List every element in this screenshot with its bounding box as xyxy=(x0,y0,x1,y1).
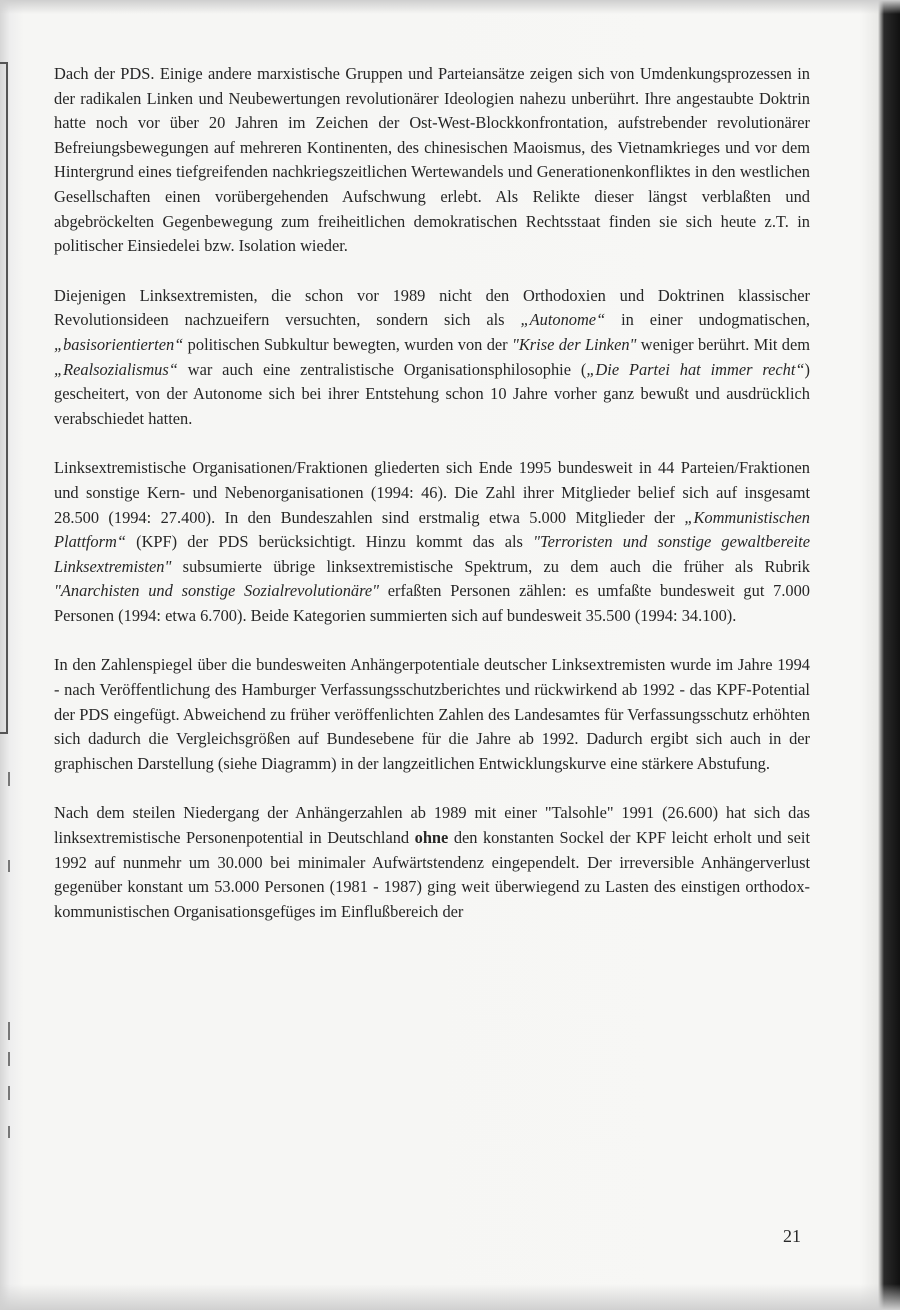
margin-mark xyxy=(8,1052,10,1066)
margin-mark xyxy=(8,860,10,872)
scan-top-shadow xyxy=(0,0,900,14)
margin-mark xyxy=(8,1086,10,1100)
margin-bracket-top xyxy=(0,62,8,64)
text-segment: politischen Subkultur bewegten, wurden von der xyxy=(183,334,512,354)
italic-text-segment: „basisorientierten“ xyxy=(54,334,184,354)
bold-text-segment: ohne xyxy=(414,828,449,848)
paragraph xyxy=(54,801,810,924)
text-segment: Linksextremistische Organisationen/Fraktionen gliederten sich Ende 1995 bundesweit in 44 Parteien/Fraktionen und sonstige Kern- und Nebenorganisationen (1994: 46). Die Zahl ihrer Mitglieder belief sich auf insgesamt 28.500 (1994: 27.400). In den Bundeszahlen sind erstmalig etwa 5.000 Mitglieder der xyxy=(54,458,810,527)
italic-text-segment: "Terroristen und sonstige gewaltbereite Linksextremisten" xyxy=(54,532,811,576)
text-segment: weniger berührt. Mit dem xyxy=(636,334,810,354)
text-segment: war auch eine zentralistische Organisationsphilosophie ( xyxy=(177,359,587,379)
text-segment: subsumierte übrige linksextremistische Spektrum, zu dem auch die früher als Rubrik xyxy=(171,556,810,576)
paragraph xyxy=(54,456,810,628)
text-segment: Dach der PDS. Einige andere marxistische Gruppen und Parteiansätze zeigen sich von Umdenkungsprozessen in der radikalen Linken und Neubewertungen revolutionärer Ideologien nahezu unberührt. Ihre angestaubte Doktrin hatte noch vor über 20 Jahren im Zeichen der Ost-West-Blockkonfrontation, aufstrebender revolutionärer Befreiungsbewegungen auf mehreren Kontinenten, des chinesischen Maoismus, des Vietnamkrieges und vor dem Hintergrund eines tiefgreifenden nachkriegszeitlichen Wertewandels und Generationenkonfliktes in den westlichen Gesellschaften einen vorübergehenden Aufschwung erlebt. Als Relikte dieser längst verblaßten und abgebröckelten Gegenbewegung zum freiheitlichen demokratischen Rechtsstaat finden sie sich heute z.T. in politischer Einsiedelei bzw. Isolation wieder. xyxy=(54,64,810,256)
paragraph xyxy=(54,653,810,776)
body-text xyxy=(54,62,810,949)
text-segment: Nach dem steilen Niedergang der Anhängerzahlen ab 1989 mit einer "Talsohle" 1991 (26.600) hat sich das linksextremistische Personenpotential in Deutschland xyxy=(54,803,810,848)
margin-bracket-line xyxy=(6,62,8,734)
text-segment: (KPF) der PDS berücksichtigt. Hinzu kommt das als xyxy=(125,532,534,552)
margin-mark xyxy=(8,1022,10,1040)
text-segment: In den Zahlenspiegel über die bundesweiten Anhängerpotentiale deutscher Linksextremisten wurde im Jahre 1994 - nach Veröffentlichung des Hamburger Verfassungsschutzberichtes und rückwirkend ab 1992 - das KPF-Potential der PDS eingefügt. Abweichend zu früher veröffenlichten Zahlen des Landesamtes für Verfassungsschutz erhöhten sich dadurch die Vergleichsgrößen auf Bundesebene für die Jahre ab 1992. Dadurch ergibt sich auch in der graphischen Darstellung (siehe Diagramm) in der langzeitlichen Entwicklungskurve eine stärkere Abstufung. xyxy=(54,655,810,773)
paragraph xyxy=(54,284,810,432)
italic-text-segment: „Kommunistischen Plattform“ xyxy=(54,507,810,552)
text-segment: in einer undogmatischen, xyxy=(605,310,811,330)
text-segment: erfaßten Personen zählen: es umfaßte bundesweit gut 7.000 Personen (1994: etwa 6.700). Beide Kategorien summierten sich auf bundesweit 35.500 (1994: 34.100). xyxy=(54,581,811,625)
text-segment: Diejenigen Linksextremisten, die schon vor 1989 nicht den Orthodoxien und Doktrinen klassischer Revolutionsideen nachzueifern versuchten, sondern sich als xyxy=(54,285,810,330)
margin-bracket-bottom xyxy=(0,732,8,734)
italic-text-segment: "Krise der Linken" xyxy=(511,334,637,354)
italic-text-segment: „Realsozialismus“ xyxy=(54,359,178,379)
paragraph xyxy=(54,62,810,259)
scan-bottom-shadow xyxy=(0,1284,900,1310)
text-segment: ) gescheitert, von der Autonome sich bei ihrer Entstehung schon 10 Jahre vorher ganz bewußt und ausdrücklich verabschiedet hatten. xyxy=(54,359,810,428)
margin-mark xyxy=(8,1126,10,1138)
italic-text-segment: „Die Partei hat immer recht“ xyxy=(586,359,805,379)
italic-text-segment: „Autonome“ xyxy=(520,310,606,330)
text-segment: den konstanten Sockel der KPF leicht erholt und seit 1992 auf nunmehr um 30.000 bei minimaler Aufwärtstendenz eingependelt. Der irreversible Anhängerverlust gegenüber konstant um 53.000 Personen (1981 - 1987) ging weit überwiegend zu Lasten des einstigen orthodox-kommunistischen Organisationsgefüges im Einflußbereich der xyxy=(54,828,810,921)
page-number: 21 xyxy=(783,1226,801,1246)
margin-mark xyxy=(8,772,10,786)
italic-text-segment: "Anarchisten und sonstige Sozialrevolutionäre" xyxy=(54,581,380,601)
